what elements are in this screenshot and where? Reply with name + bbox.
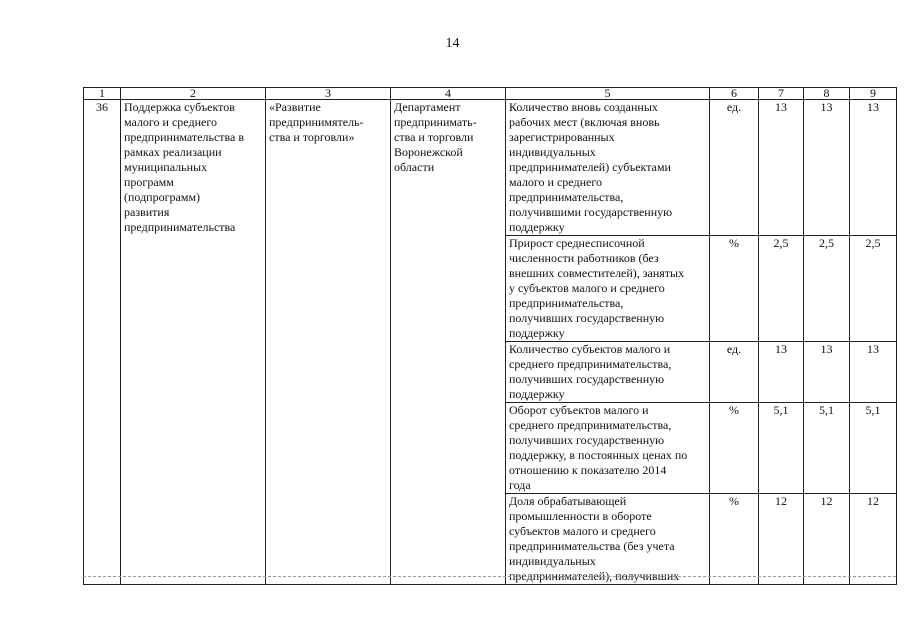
column-number-row bbox=[84, 88, 897, 100]
column-number: 8 bbox=[804, 88, 850, 100]
entry-event: Поддержка субъектов малого и среднего предпринимательства в рамках реализации муниципальных программ (подпрограмм) развития предпринимательства bbox=[121, 100, 266, 585]
entry-number: 36 bbox=[84, 100, 121, 585]
indicator-value-9: 5,1 bbox=[850, 403, 897, 494]
indicator-unit: % bbox=[710, 403, 759, 494]
indicator-value-9: 13 bbox=[850, 342, 897, 403]
indicator-value-7: 5,1 bbox=[759, 403, 804, 494]
indicator-value-8: 5,1 bbox=[804, 403, 850, 494]
indicator-name: Количество субъектов малого и среднего предпринимательства, получивших государственную поддержку bbox=[506, 342, 710, 403]
table-row bbox=[84, 100, 897, 236]
indicator-value-8: 13 bbox=[804, 342, 850, 403]
indicator-value-8: 12 bbox=[804, 494, 850, 585]
column-number: 2 bbox=[121, 88, 266, 100]
indicator-value-7: 13 bbox=[759, 342, 804, 403]
indicator-value-8: 13 bbox=[804, 100, 850, 236]
indicator-value-9: 13 bbox=[850, 100, 897, 236]
column-number: 4 bbox=[391, 88, 506, 100]
indicator-name: Доля обрабатывающей промышленности в обороте субъектов малого и среднего предпринимательства (без учета индивидуальных предпринимателей), получивших bbox=[506, 494, 710, 585]
indicator-value-9: 12 bbox=[850, 494, 897, 585]
indicator-unit: % bbox=[710, 494, 759, 585]
page-number: 14 bbox=[445, 36, 460, 51]
column-number: 1 bbox=[84, 88, 121, 100]
column-number: 9 bbox=[850, 88, 897, 100]
indicator-name: Оборот субъектов малого и среднего предпринимательства, получивших государственную поддержку, в постоянных ценах по отношению к показателю 2014 года bbox=[506, 403, 710, 494]
entry-program: «Развитие предпринимятель- ства и торговли» bbox=[266, 100, 391, 585]
page-cut-line bbox=[83, 576, 896, 577]
indicator-unit: ед. bbox=[710, 100, 759, 236]
indicator-unit: ед. bbox=[710, 342, 759, 403]
column-number: 6 bbox=[710, 88, 759, 100]
indicator-value-9: 2,5 bbox=[850, 236, 897, 342]
entry-executor: Департамент предпринимать- ства и торговли Воронежской области bbox=[391, 100, 506, 585]
indicator-name: Прирост среднесписочной численности работников (без внешних совместителей), занятых у субъектов малого и среднего предпринимательства, получивших государственную поддержку bbox=[506, 236, 710, 342]
indicator-unit: % bbox=[710, 236, 759, 342]
indicator-name: Количество вновь созданных рабочих мест (включая вновь зарегистрированных индивидуальных предпринимателей) субъектами малого и среднего предпринимательства, получившими государственную поддержку bbox=[506, 100, 710, 236]
indicator-value-7: 12 bbox=[759, 494, 804, 585]
indicator-table bbox=[83, 87, 897, 585]
column-number: 7 bbox=[759, 88, 804, 100]
column-number: 3 bbox=[266, 88, 391, 100]
indicator-value-7: 13 bbox=[759, 100, 804, 236]
indicator-value-8: 2,5 bbox=[804, 236, 850, 342]
indicator-value-7: 2,5 bbox=[759, 236, 804, 342]
column-number: 5 bbox=[506, 88, 710, 100]
